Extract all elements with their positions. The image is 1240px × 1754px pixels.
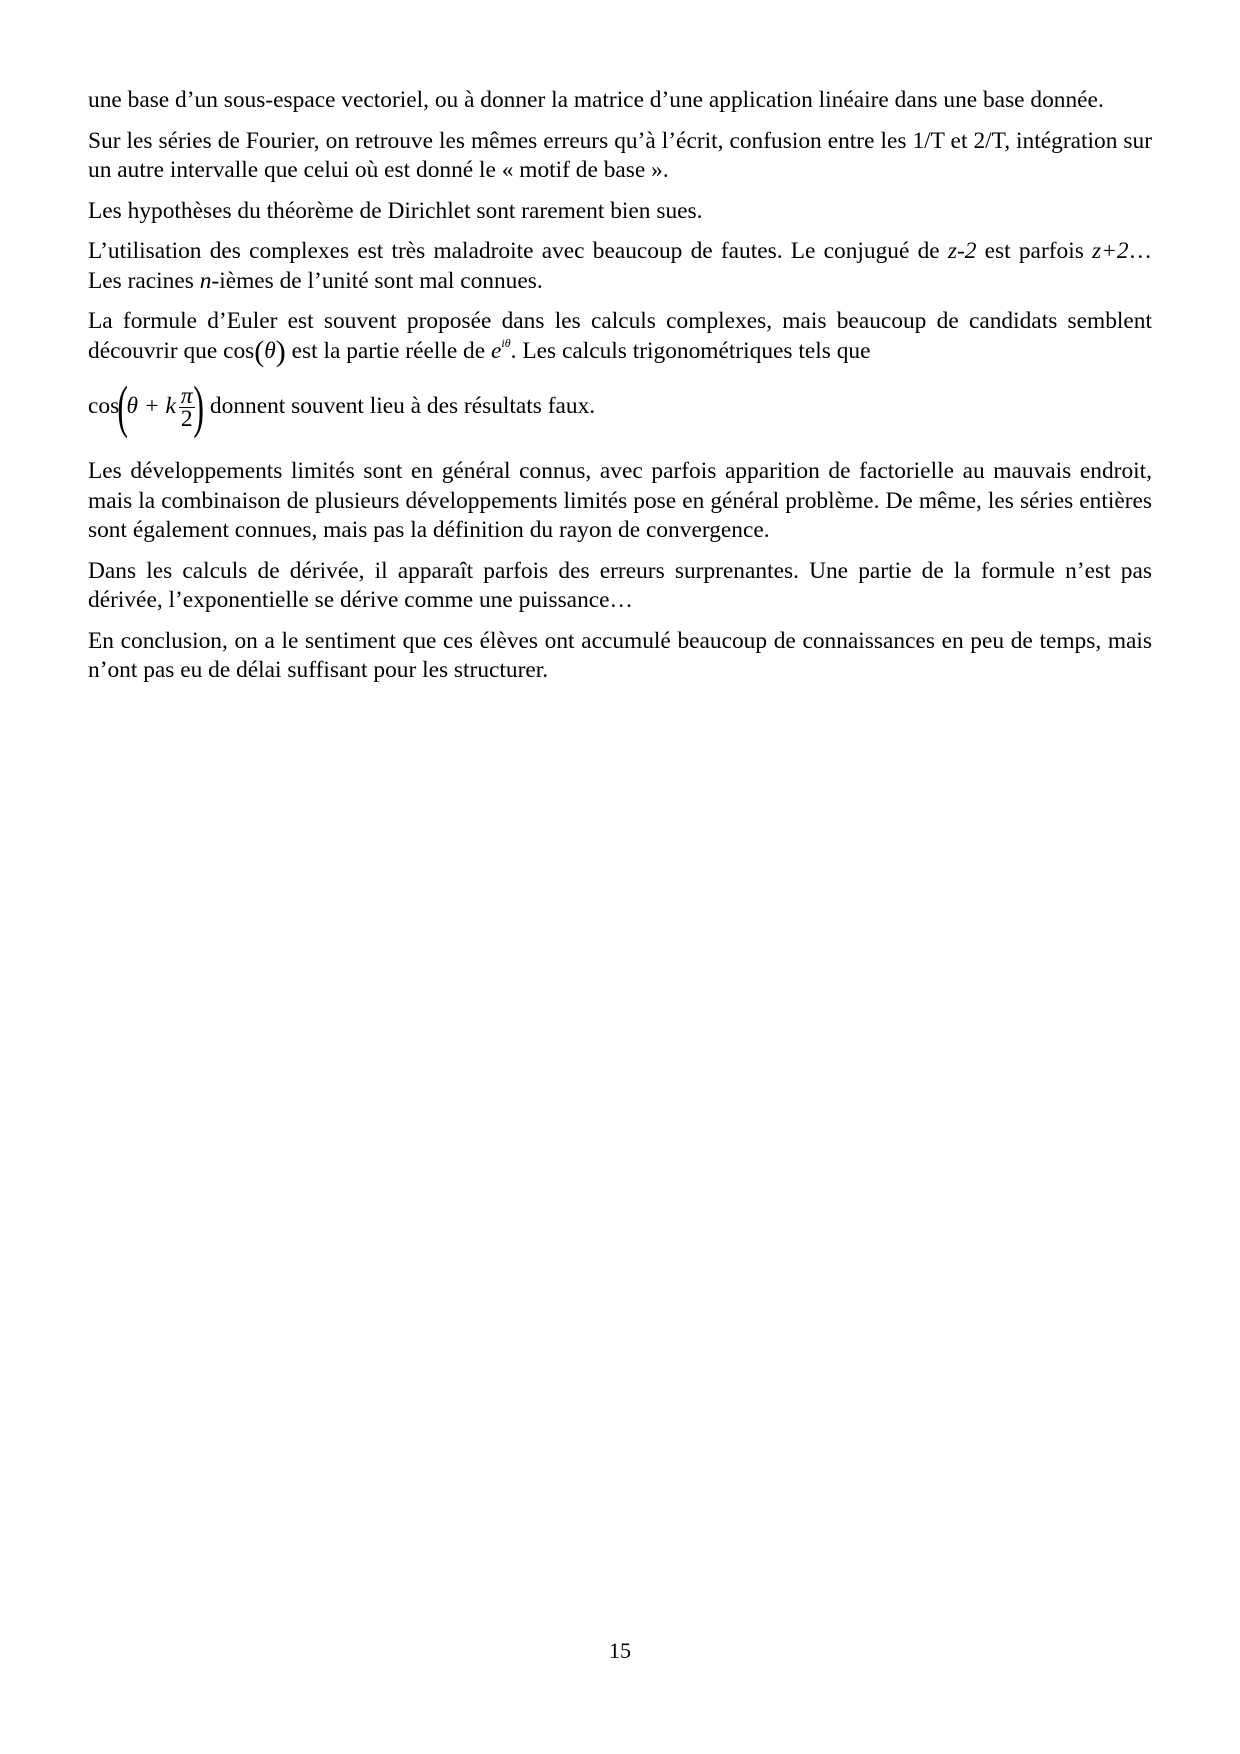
page-number: 15 [609,1638,631,1663]
text-segment: est parfois [976,238,1093,264]
text-segment: L’utilisation des complexes est très maladroite avec beaucoup de fautes. Le conjugué de [88,238,948,264]
text-segment: donnent souvent lieu à des résultats faux. [209,393,596,420]
text-segment: … Les racines [88,238,1153,294]
paragraph-fourier: Sur les séries de Fourier, on retrouve les mêmes erreurs qu’à l’écrit, confusion entre les 1/T et 2/T, intégration sur un autre intervalle que celui où est donné le « motif de base ». [88,127,1152,183]
fraction-pi-over-2: $\frac{\pi}{2}$ [180,382,193,432]
formula-e-i-theta: $e^{i\theta}$ [491,335,511,364]
paragraph-conclusion: En conclusion, on a le sentiment que ces élèves ont accumulé beaucoup de connaissances en peu de temps, mais n’ont pas eu de délai suffisant pour les structurer. [88,627,1152,683]
formula-cos-theta-plus-k-pi-over-2: cos ( θ + k $\frac{\pi}{2}$ ) [88,374,204,439]
text-segment: -ièmes de l’unité sont mal connues. [211,267,543,294]
math-z-minus-2: z-2 [947,238,977,264]
paragraph-dirichlet: Les hypothèses du théorème de Dirichlet sont rarement bien sues. [88,197,703,224]
paragraph-complexes [88,237,1152,296]
paragraph-derivees: Dans les calculs de dérivée, il apparaît parfois des erreurs surprenantes. Une partie de la formule n’est pas dérivée, l’exponentielle se dérive comme une puissance… [88,557,1152,613]
paragraph-euler [88,307,1152,369]
text-segment: La formule d’Euler est souvent proposée dans les calculs complexes, mais beaucoup de candidats semblent découvrir que [88,308,1152,364]
math-z-plus-2: z+2 [1092,238,1129,264]
document-body [88,86,1152,697]
paragraph-linear-algebra: une base d’un sous-espace vectoriel, ou à donner la matrice d’une application linéaire dans une base donnée. [88,87,1104,113]
text-segment: est la partie réelle de [285,337,491,364]
paragraph-developpements: Les développements limités sont en général connus, avec parfois apparition de factorielle au mauvais endroit, mais la combinaison de plusieurs développements limités pose en général problème. De même, les séries entières sont également connues, mais pas la définition du rayon de convergence. [88,458,1152,543]
text-segment: . Les calculs trigonométriques tels que [510,337,871,364]
formula-cos-theta: cos(θ) [223,334,286,368]
math-n: n [199,267,212,294]
formula-cos-theta-plus-k-pi-over-2-line [88,374,1152,439]
